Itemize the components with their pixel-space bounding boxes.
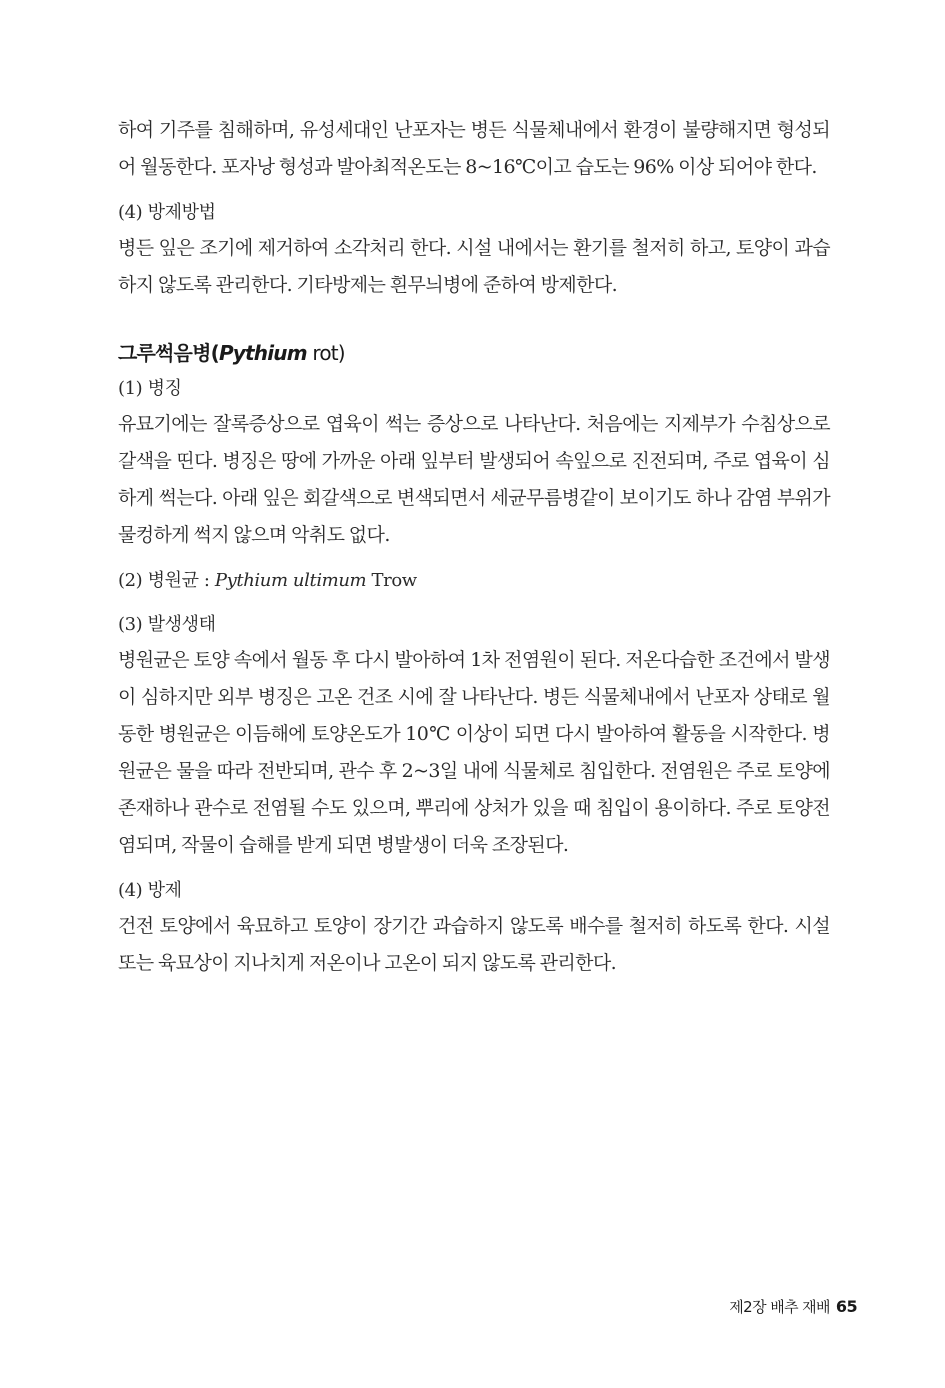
symptoms-heading: (1) 병징 (118, 378, 182, 399)
page-body (118, 112, 830, 982)
chapter-label: 제2장 배추 재배 (729, 1298, 830, 1316)
pathogen-author: Trow (366, 570, 417, 591)
control-method-heading: (4) 방제방법 (118, 202, 216, 223)
section-title-korean: 그루썩음병( (118, 341, 219, 365)
section-title-suffix: rot) (306, 341, 345, 365)
ecology-paragraph: 병원균은 토양 속에서 월동 후 다시 발아하여 1차 전염원이 된다. 저온다습한 조건에서 발생이 심하지만 외부 병징은 고온 건조 시에 잘 나타난다. 병든 식물체내에서 난포자 상태로 월동한 병원균은 이듬해에 토양온도가 10℃ 이상이 되면 다시 발아하여 활동을 시작한다. 병원균은 물을 따라 전반되며, 관수 후 2~3일 내에 식물체로 침입한다. 전염원은 주로 토양에 존재하나 관수로 전염될 수도 있으며, 뿌리에 상처가 있을 때 침입이 용이하다. 주로 토양전염되며, 작물이 습해를 받게 되면 병발생이 더욱 조장된다. (118, 649, 830, 856)
symptoms-paragraph: 유묘기에는 잘록증상으로 엽육이 썩는 증상으로 나타난다. 처음에는 지제부가 수침상으로 갈색을 띤다. 병징은 땅에 가까운 아래 잎부터 발생되어 속잎으로 진전되며, 주로 엽육이 심하게 썩는다. 아래 잎은 회갈색으로 변색되면서 세균무름병같이 보이기도 하나 감염 부위가 물컹하게 썩지 않으며 악취도 없다. (118, 413, 830, 546)
pathogen-line (118, 568, 830, 594)
control-method-paragraph: 병든 잎은 조기에 제거하여 소각처리 한다. 시설 내에서는 환기를 철저히 하고, 토양이 과습하지 않도록 관리한다. 기타방제는 흰무늬병에 준하여 방제한다. (118, 237, 830, 296)
page-number: 65 (835, 1297, 857, 1316)
section-title (118, 338, 830, 368)
control-paragraph: 건전 토양에서 육묘하고 토양이 장기간 과습하지 않도록 배수를 철저히 하도록 한다. 시설 또는 육묘상이 지나치게 저온이나 고온이 되지 않도록 관리한다. (118, 915, 830, 974)
intro-paragraph: 하여 기주를 침해하며, 유성세대인 난포자는 병든 식물체내에서 환경이 불량해지면 형성되어 월동한다. 포자낭 형성과 발아최적온도는 8~16℃이고 습도는 96% 이상 되어야 한다. (118, 119, 830, 178)
pathogen-prefix: (2) 병원균 : (118, 570, 215, 591)
pathogen-scientific-name: Pythium ultimum (214, 570, 367, 591)
page-footer (729, 1296, 857, 1317)
ecology-heading: (3) 발생생태 (118, 614, 216, 635)
section-title-scientific: Pythium (218, 341, 307, 365)
control-heading: (4) 방제 (118, 880, 182, 901)
